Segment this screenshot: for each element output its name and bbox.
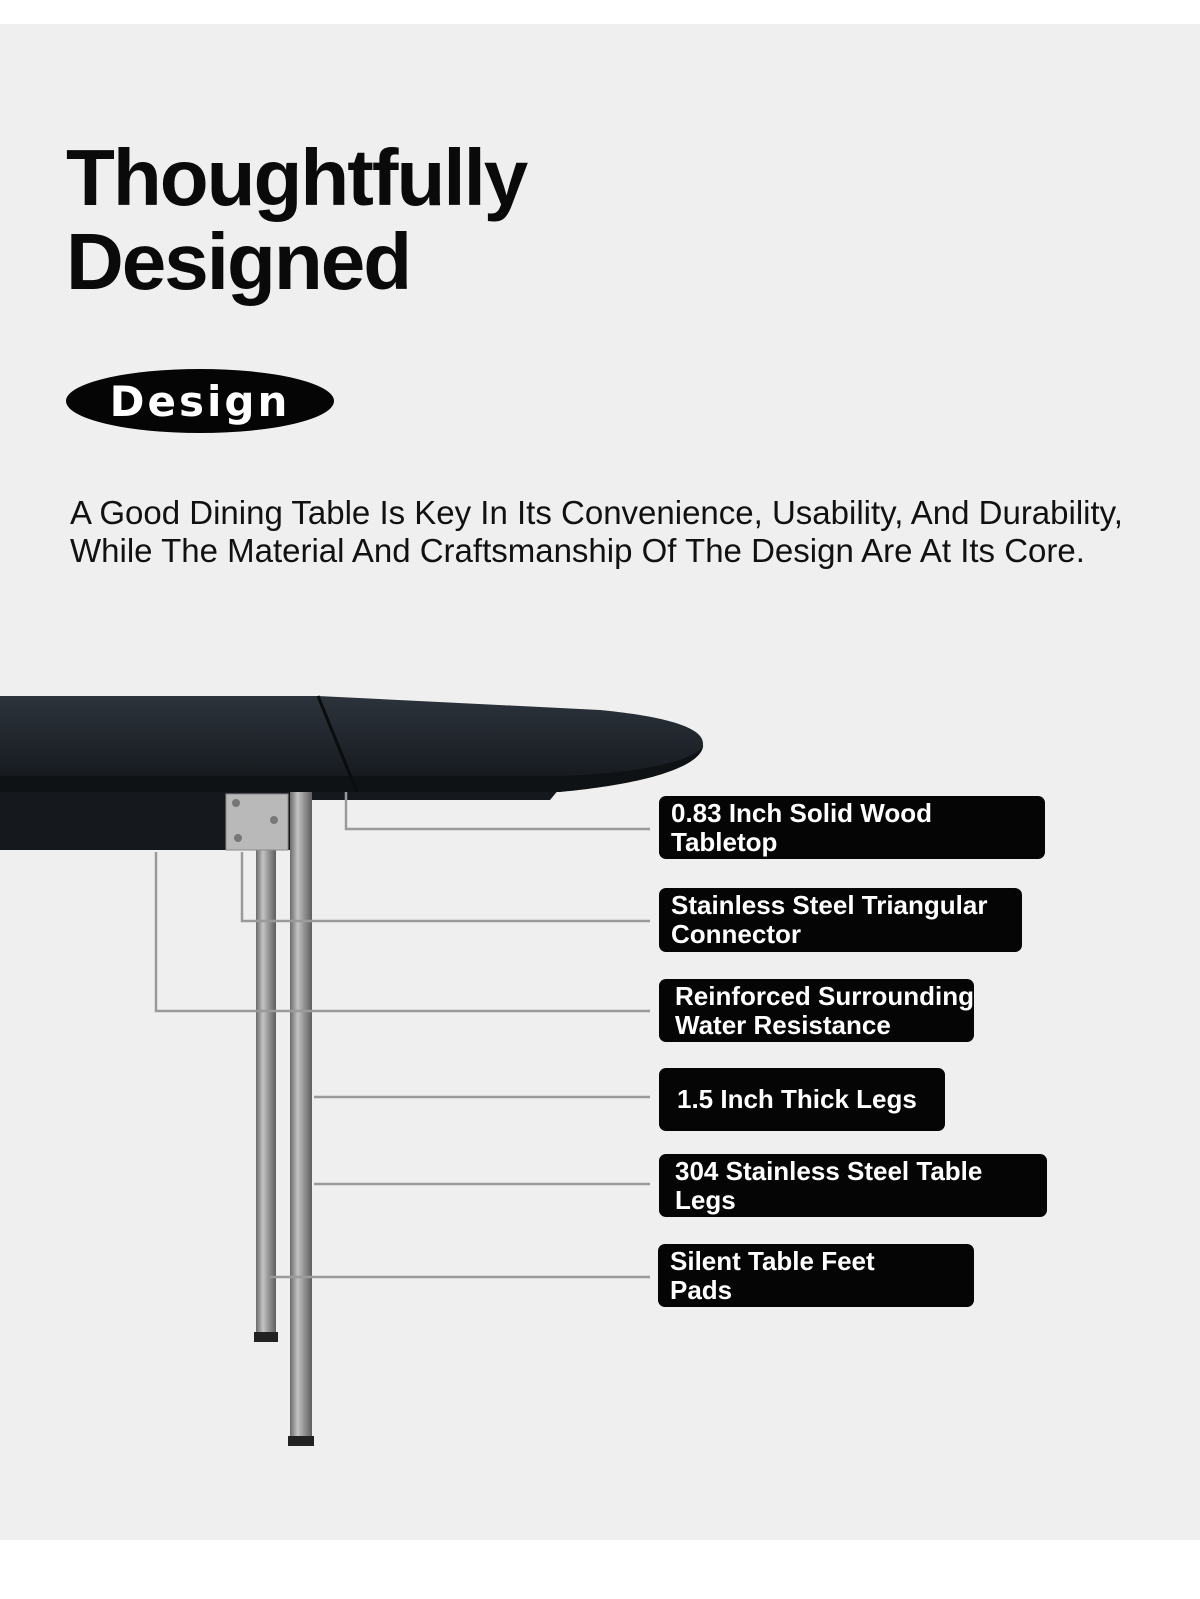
title-line-1: Thoughtfully [66, 133, 527, 222]
callout-water-resistance: Reinforced Surrounding Water Resistance [659, 979, 974, 1042]
title-line-2: Designed [66, 217, 411, 306]
back-leg [256, 850, 276, 1340]
leader-line-water-resistance [156, 852, 650, 1011]
front-leg [290, 792, 312, 1444]
product-feature-panel [0, 24, 1200, 1540]
dining-table-illustration [0, 24, 1200, 1540]
leader-lines [156, 792, 650, 1277]
tabletop [0, 696, 703, 780]
back-foot-pad [254, 1332, 278, 1342]
front-foot-pad [288, 1436, 314, 1446]
description-text: A Good Dining Table Is Key In Its Convenience, Usability, And Durability, While The Material And Craftsmanship Of The Design Are At Its Core. [70, 494, 1123, 569]
callout-tabletop: 0.83 Inch Solid Wood Tabletop [659, 796, 1045, 859]
callout-connector: Stainless Steel Triangular Connector [659, 888, 1022, 952]
callout-steel-legs: 304 Stainless Steel Table Legs [659, 1154, 1047, 1217]
callout-feet-pads: Silent Table Feet Pads [658, 1244, 974, 1307]
callout-thick-legs: 1.5 Inch Thick Legs [659, 1068, 945, 1131]
design-badge: Design [66, 369, 334, 433]
